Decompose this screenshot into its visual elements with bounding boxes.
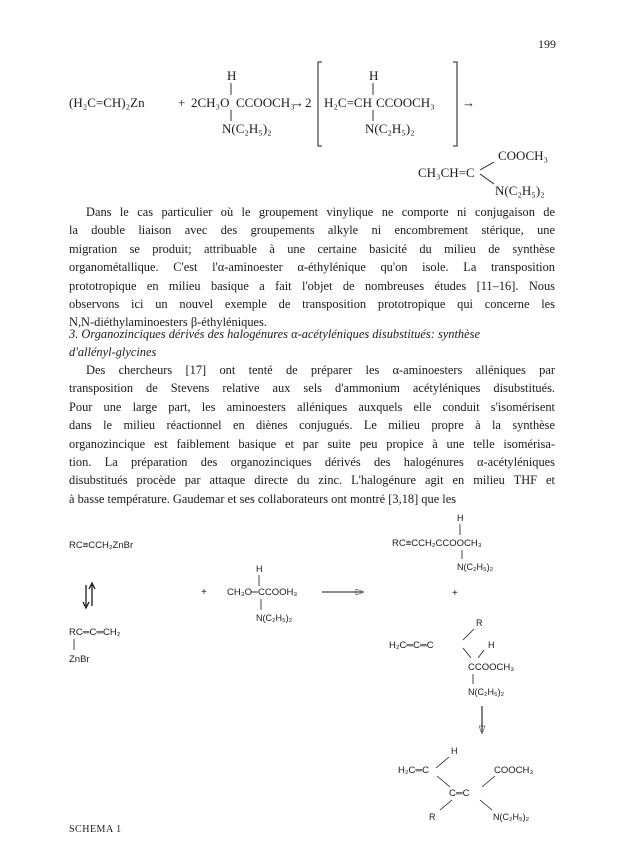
- paragraph-line: disubstitués procède par attaque directe du zinc. L'halogénure agit en milieu THF et: [69, 473, 555, 488]
- bracket-amine: N(C₂H₅)₂: [365, 121, 415, 136]
- schema-prod2-ester: CCOOCH₃: [468, 662, 515, 673]
- bond-line: [463, 648, 471, 658]
- paragraph-line: organozincique est faiblement basique et par suite peu propice à une telle isomérisa-: [69, 436, 555, 451]
- paragraph-line: dans le milieu réactionnel en diènes conjugués. Le milieu propre à la synthèse: [69, 418, 555, 433]
- schema-prod1-main: RC≡CCH₂CCOOCH₃: [392, 538, 482, 549]
- schema-reagent-top: RC≡CCH₂ZnBr: [69, 540, 134, 551]
- bracket-h: H: [369, 68, 379, 83]
- bond-line: [463, 629, 474, 640]
- schema-prod3-ester: COOCH₃: [494, 765, 534, 776]
- product-bottom: N(C₂H₅)₂: [495, 183, 545, 198]
- paragraph-line: à basse température. Gaudemar et ses collaborateurs ont montré [3,18] que les: [69, 491, 457, 506]
- heading-line: 3. Organozinciques dérivés des halogénures α-acétyléniques disubstitués: synthèse: [69, 327, 480, 341]
- bond-line: [437, 776, 450, 787]
- paragraph-line: organométallique. C'est l'α-aminoester α-éthylénique qu'on isole. La transposition: [69, 260, 555, 275]
- coef2-text: 2CH₃O: [191, 95, 230, 110]
- right-bracket: [453, 62, 457, 146]
- schema-prod3-amine: N(C₂H₅)₂: [493, 812, 530, 822]
- bracket-main-right: CCOOCH₃: [376, 95, 435, 110]
- schema-reagent-zn: ZnBr: [69, 654, 90, 665]
- paragraph-1: [69, 203, 555, 332]
- schema-prod2-amine: N(C₂H₅)₂: [468, 687, 505, 697]
- bond-line: [480, 174, 494, 184]
- heading-line: d'allényl-glycines: [69, 345, 157, 360]
- bond-line: [482, 776, 495, 787]
- paragraph-line: N,N-diéthylaminoesters β-éthyléniques.: [69, 315, 267, 330]
- product-left: CH₃CH=C: [418, 165, 475, 180]
- schema-plus-1: +: [201, 587, 207, 598]
- schema-ester-left: CH₃O: [227, 587, 252, 598]
- paragraph-line: migration se produit; attribuable à une certaine basicité du milieu de synthèse: [69, 241, 555, 256]
- paragraph-line: Des chercheurs [17] ont tenté de préparer les α-aminoesters alléniques par: [86, 363, 555, 377]
- bond-line: [440, 800, 452, 810]
- paragraph-line: Dans le cas particulier où le groupement vinylique ne comporte ni conjugaison de: [86, 205, 555, 219]
- product-top: COOCH₃: [498, 148, 549, 163]
- paragraph-line: transposition de Stevens relative aux sels d'ammonium acétyléniques disubstitués.: [69, 381, 555, 396]
- schema-prod3-left: H₂C═C: [398, 765, 430, 776]
- arrow2: →: [462, 95, 475, 110]
- reagent2-h: H: [227, 68, 237, 83]
- bracket-coef: 2: [305, 95, 312, 110]
- paragraph-line: tion. La préparation des organozinciques dérivés des halogénures α-acétyléniques: [69, 455, 555, 470]
- reagent2-main: CCOOCH₃: [236, 95, 295, 110]
- bond-line: [480, 162, 494, 170]
- left-bracket: [318, 62, 322, 146]
- reagent1-text: (H₂C=CH)₂Zn: [69, 95, 145, 110]
- reagent2-amine: N(C₂H₅)₂: [222, 121, 272, 136]
- bond-line: [478, 650, 484, 658]
- paragraph-line: prototropique en milieu basique a fait l'objet de nombreuses études [11–16]. Nous: [69, 278, 555, 293]
- schema-prod2-h: H: [488, 640, 495, 650]
- schema-caption: SCHEMA 1: [69, 824, 122, 835]
- paragraph-line: Pour une large part, les aminoesters alléniques auxquels elle conduit s'isomérisent: [69, 399, 555, 414]
- paragraph-2: [69, 361, 555, 508]
- equation-top: [0, 0, 624, 200]
- page-number: 199: [538, 37, 556, 51]
- schema-prod2-left: H₂C═C═C: [389, 640, 434, 651]
- schema-ester-right: CCOOH₃: [258, 587, 298, 598]
- schema-plus-2: +: [452, 588, 458, 599]
- bracket-main-left: H₂C=CH: [324, 95, 372, 110]
- paragraph-line: observons ici un nouvel exemple de transposition prototropique qui concerne les: [69, 297, 555, 312]
- schema-prod3-r: R: [429, 812, 436, 822]
- arrow: →: [291, 95, 304, 110]
- bond-line: [480, 800, 492, 810]
- section-heading: [69, 325, 555, 362]
- schema-reagent-bottom: RC═C═CH₂: [69, 627, 121, 638]
- schema-prod2-r: R: [476, 618, 483, 628]
- schema-1-diagram: [0, 500, 624, 830]
- schema-ester-amine: N(C₂H₅)₂: [256, 613, 293, 623]
- schema-ester-h: H: [256, 564, 263, 574]
- schema-prod3-c: C═C: [449, 788, 470, 799]
- paragraph-line: la double liaison avec des groupements alkyle ni encombrement stérique, une: [69, 223, 555, 238]
- bond-line: [436, 757, 449, 768]
- schema-prod3-h: H: [451, 746, 458, 756]
- schema-prod1-amine: N(C₂H₅)₂: [457, 562, 494, 572]
- schema-prod1-h: H: [457, 513, 464, 523]
- plus-sign: +: [178, 95, 186, 110]
